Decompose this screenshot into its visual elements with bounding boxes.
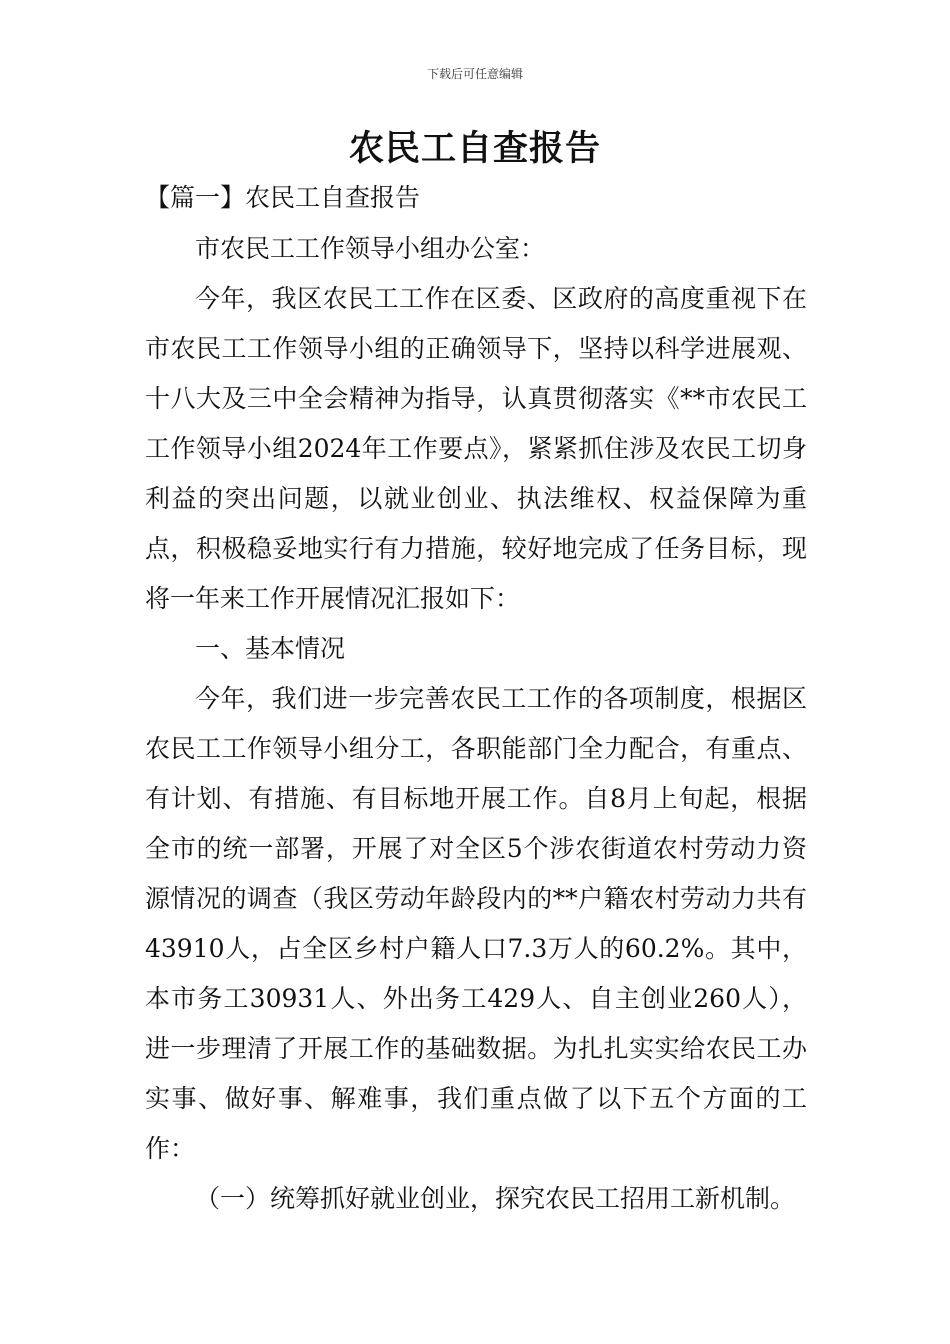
subsection-heading-employment: （一）统筹抓好就业创业，探究农民工招用工新机制。 — [195, 1184, 796, 1213]
subsection-heading-basic-situation: 一、基本情况 — [195, 634, 346, 663]
document-title: 农民工自查报告 — [348, 129, 601, 169]
document-body — [145, 224, 807, 1224]
page-header-note: 下载后可任意编辑 — [426, 67, 523, 81]
salutation-paragraph: 市农民工工作领导小组办公室： — [195, 234, 546, 263]
section-heading: 【篇一】农民工自查报告 — [145, 183, 421, 212]
basic-situation-paragraph: 今年，我们进一步完善农民工工作的各项制度，根据区农民工工作领导小组分工，各职能部门全力配合，有重点、有计划、有措施、有目标地开展工作。自8月上旬起，根据全市的统一部署，开展了对全区5个涉农街道农村劳动力资源情况的调查（我区劳动年龄段内的**户籍农村劳动力共有43910人，占全区乡村户籍人口7.3万人的60.2%。其中，本市务工30931人、外出务工429人、自主创业260人），进一步理清了开展工作的基础数据。为扎扎实实给农民工办实事、做好事、解难事，我们重点做了以下五个方面的工作： — [145, 684, 807, 1163]
intro-paragraph: 今年，我区农民工工作在区委、区政府的高度重视下在市农民工工作领导小组的正确领导下，坚持以科学进展观、十八大及三中全会精神为指导，认真贯彻落实《**市农民工工作领导小组2024年工作要点》，紧紧抓住涉及农民工切身利益的突出问题，以就业创业、执法维权、权益保障为重点，积极稳妥地实行有力措施，较好地完成了任务目标，现将一年来工作开展情况汇报如下： — [145, 284, 807, 613]
